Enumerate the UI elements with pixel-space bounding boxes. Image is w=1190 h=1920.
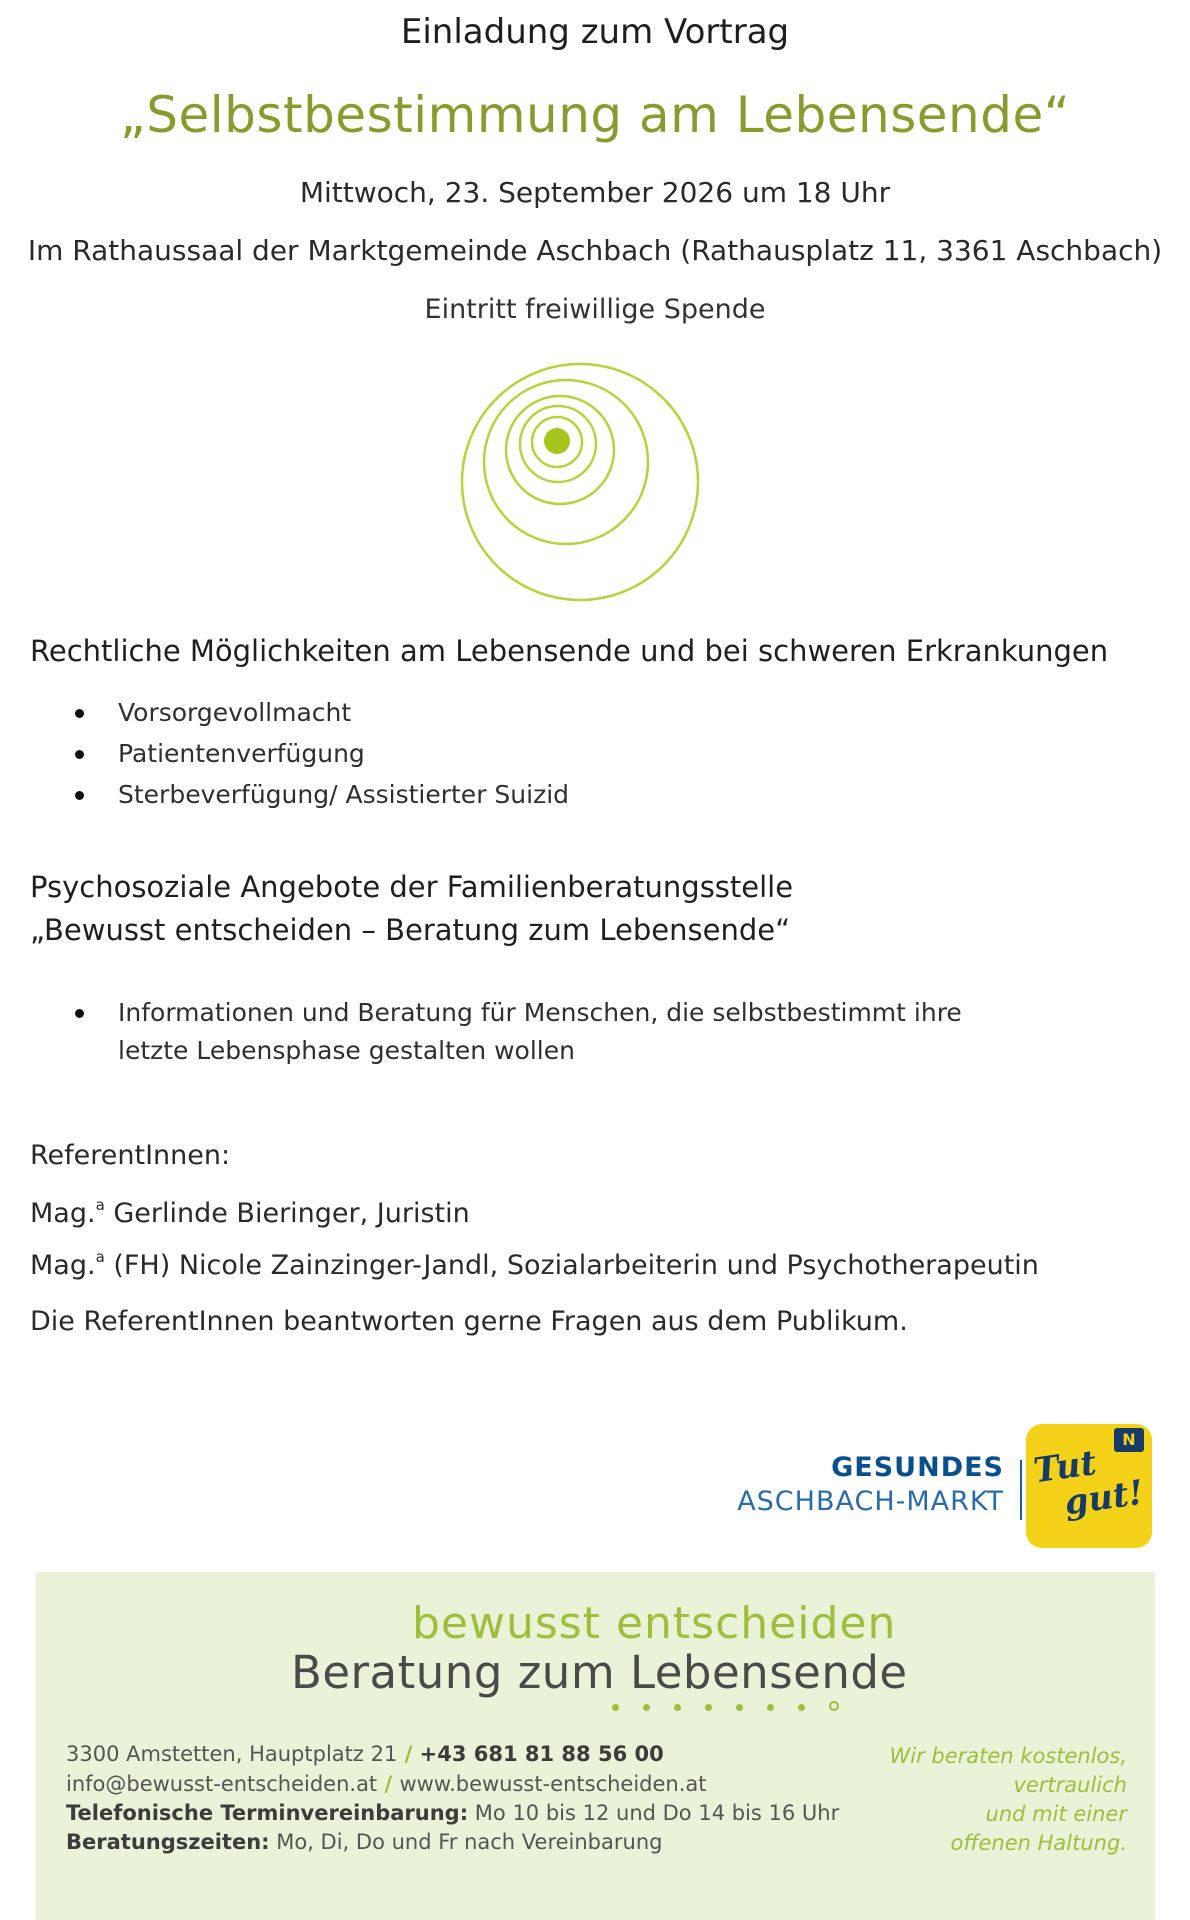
separator: / (377, 1772, 400, 1796)
speaker-1 (30, 1196, 470, 1229)
legal-options-list (0, 694, 1038, 817)
slogan-line: und mit einer (985, 1802, 1127, 1826)
phone-number[interactable]: +43 681 81 88 56 00 (419, 1742, 664, 1766)
tut-gut-line2: gut! (1061, 1472, 1146, 1524)
speaker-1-title: Mag. (30, 1198, 96, 1229)
brand-beratung-lebensende: Beratung zum Lebensende (291, 1646, 908, 1699)
speaker-1-name: Gerlinde Bieringer, Juristin (104, 1198, 470, 1229)
speakers-heading: ReferentInnen: (30, 1140, 231, 1171)
psychosocial-heading-line2: „Bewusst entscheiden – Beratung zum Lebensende“ (30, 913, 791, 947)
slogan (889, 1742, 1127, 1858)
counseling-footer-banner (36, 1572, 1155, 1920)
legal-options-heading: Rechtliche Möglichkeiten am Lebensende und bei schweren Erkrankungen (30, 634, 1109, 668)
list-item: Patientenverfügung (0, 735, 1038, 776)
event-location: Im Rathaussaal der Marktgemeinde Aschbach (Rathausplatz 11, 3361 Aschbach) (27, 234, 1163, 267)
psychosocial-heading-line1: Psychosoziale Angebote der Familienberatungsstelle (30, 870, 794, 904)
logo-line-aschbach: ASCHBACH-MARKT (737, 1486, 1004, 1517)
tut-gut-text (1032, 1439, 1146, 1525)
closing-note: Die ReferentInnen beantworten gerne Fragen aus dem Publikum. (30, 1306, 908, 1337)
slogan-line: Wir beraten kostenlos, (889, 1744, 1127, 1768)
booking-label: Telefonische Terminvereinbarung: (66, 1801, 469, 1825)
event-title: „Selbstbestimmung am Lebensende“ (119, 86, 1071, 144)
contact-hours (66, 1830, 662, 1854)
contact-email-web (66, 1772, 707, 1796)
logo-divider (1020, 1460, 1022, 1520)
list-item: Informationen und Beratung für Menschen, die selbstbestimmt ihre letzte Lebensphase gestalten wollen (0, 994, 1038, 1070)
booking-value: Mo 10 bis 12 und Do 14 bis 16 Uhr (468, 1801, 840, 1825)
list-item: Sterbeverfügung/ Assistierter Suizid (0, 776, 1038, 817)
slogan-line: offenen Haltung. (950, 1831, 1127, 1855)
website-link[interactable]: www.bewusst-entscheiden.at (399, 1772, 707, 1796)
event-date: Mittwoch, 23. September 2026 um 18 Uhr (299, 176, 891, 209)
tut-gut-badge (1026, 1424, 1152, 1548)
tut-gut-line1: Tut (1031, 1442, 1099, 1492)
contact-booking (66, 1801, 839, 1825)
hours-value: Mo, Di, Do und Fr nach Vereinbarung (269, 1830, 663, 1854)
psychosocial-heading (30, 866, 793, 952)
invitation-kicker: Einladung zum Vortrag (400, 12, 790, 52)
separator: / (397, 1742, 420, 1766)
hours-label: Beratungszeiten: (66, 1830, 270, 1854)
noe-corner-icon: N (1114, 1428, 1144, 1452)
speaker-2-title-sup: a (95, 1248, 105, 1266)
address: 3300 Amstetten, Hauptplatz 21 (66, 1742, 398, 1766)
email-link[interactable]: info@bewusst-entscheiden.at (66, 1772, 378, 1796)
brand-bewusst-entscheiden: bewusst entscheiden (412, 1598, 897, 1649)
speaker-2 (30, 1248, 1039, 1281)
event-admission: Eintritt freiwillige Spende (424, 294, 766, 325)
brand-dots-icon (612, 1696, 863, 1715)
gesundes-aschbach-logo (718, 1424, 1152, 1548)
list-item: Vorsorgevollmacht (0, 694, 1038, 735)
speaker-2-name: (FH) Nicole Zainzinger-Jandl, Sozialarbeiterin und Psychotherapeutin (104, 1250, 1039, 1281)
contact-address-phone (66, 1742, 664, 1766)
concentric-circles-icon (458, 360, 702, 604)
slogan-line: vertraulich (1013, 1773, 1127, 1797)
psychosocial-list (0, 994, 1038, 1070)
speaker-2-title: Mag. (30, 1250, 96, 1281)
logo-line-gesundes: GESUNDES (831, 1452, 1004, 1483)
speaker-1-title-sup: a (95, 1196, 105, 1214)
